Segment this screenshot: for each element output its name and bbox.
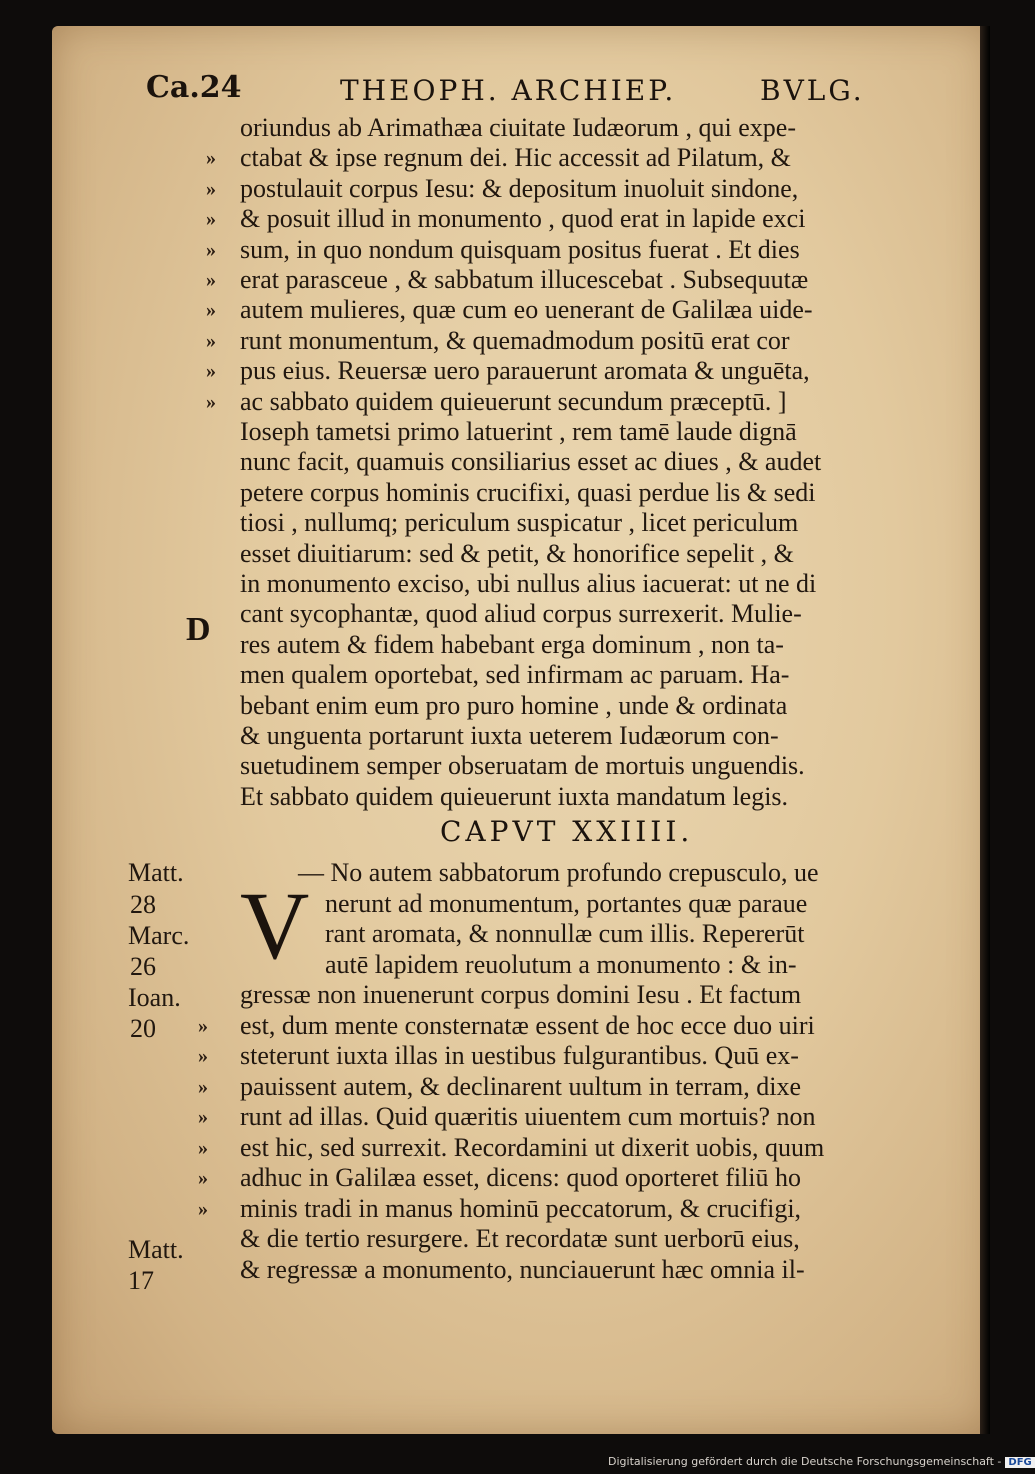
marginal-ref: Matt. — [128, 858, 184, 887]
chapter-line: minis tradi in manus hominū peccatorum, & crucifigi, — [240, 1193, 802, 1223]
quote-mark: » — [206, 238, 216, 261]
chapter-line: gressæ non inuenerunt corpus domini Iesu . Et factum — [240, 980, 802, 1009]
credit-text: Digitalisierung gefördert durch die Deutsche Forschungsgemeinschaft - — [608, 1455, 1002, 1468]
text-line: sum, in quo nondum quisquam positus fuerat . Et dies — [240, 234, 800, 264]
chapter-line: pauissent autem, & declinarent uultum in terram, dixe — [240, 1071, 802, 1101]
quote-mark: » — [198, 1167, 208, 1189]
chapter-line: steterunt iuxta illas in uestibus fulgurantibus. Quū ex- — [240, 1041, 799, 1070]
text-line: in monumento exciso, ubi nullus alius iacuerat: ut ne di — [240, 569, 817, 598]
text-line: cant sycophantæ, quod aliud corpus surrexerit. Mulie- — [240, 599, 802, 629]
text-line: ctabat & ipse regnum dei. Hic accessit ad Pilatum, & — [240, 143, 791, 173]
quote-mark: » — [206, 147, 216, 170]
quote-mark: » — [206, 269, 216, 291]
chapter-line: runt ad illas. Quid quæritis uiuentem cum mortuis? non — [240, 1102, 816, 1131]
quote-mark: » — [198, 1014, 208, 1037]
chapter-line: est, dum mente consternatæ essent de hoc ecce duo uiri — [240, 1010, 815, 1040]
quote-mark: » — [198, 1136, 208, 1159]
running-header — [140, 70, 940, 110]
text-line: Et sabbato quidem quieuerunt iuxta mandatum legis. — [240, 781, 789, 811]
text-line: nunc facit, quamuis consiliarius esset ac diues , & audet — [240, 447, 822, 477]
quote-mark: » — [198, 1197, 208, 1220]
text-line: & unguenta portarunt iuxta ueterem Iudæorum con- — [240, 721, 779, 750]
text-line: runt monumentum, & quemadmodum positū erat cor — [240, 325, 790, 355]
text-line: & posuit illud in monumento , quod erat in lapide exci — [240, 204, 806, 234]
text-line: ac sabbato quidem quieuerunt secundum præceptū. ] — [240, 386, 787, 416]
quote-mark: » — [206, 177, 216, 200]
marginal-ref: 28 — [130, 890, 156, 919]
text-line: men qualem oportebat, sed infirmam ac paruam. Ha- — [240, 660, 790, 690]
running-title-right: BVLG. — [760, 74, 865, 107]
drop-capital: V — [240, 872, 310, 979]
text-line: oriundus ab Arimathæa ciuitate Iudæorum , qui expe- — [240, 113, 796, 142]
dfg-logo: DFG — [1005, 1457, 1034, 1468]
text-line: Ioseph tametsi primo latuerint , rem tamē laude dignā — [240, 417, 797, 446]
text-line: suetudinem semper obseruatam de mortuis unguendis. — [240, 751, 805, 781]
digitization-credit — [608, 1455, 1035, 1468]
marginal-ref: 20 — [130, 1014, 156, 1043]
chapter-reference: Ca.24 — [146, 70, 242, 105]
text-line: res autem & fidem habebant erga dominum , non ta- — [240, 629, 784, 659]
chapter-line: adhuc in Galilæa esset, dicens: quod oporteret filiū ho — [240, 1163, 802, 1192]
quote-mark: » — [198, 1075, 208, 1098]
text-line: esset diuitiarum: sed & petit, & honorifice sepelit , & — [240, 538, 794, 568]
marginal-ref: Matt. — [128, 1235, 184, 1264]
chapter-line: rant aromata, & nonnullæ cum illis. Repererūt — [325, 919, 805, 948]
quote-mark: » — [206, 390, 216, 413]
text-line: pus eius. Reuersæ uero parauerunt aromata & unguēta, — [240, 356, 810, 386]
text-line: autem mulieres, quæ cum eo uenerant de Galilæa uide- — [240, 295, 813, 325]
marginal-ref: Ioan. — [128, 983, 181, 1012]
chapter-line: & regressæ a monumento, nunciauerunt hæc omnia il- — [240, 1254, 805, 1284]
quote-mark: » — [206, 208, 216, 231]
page-edge — [980, 26, 990, 1434]
chapter-line: autē lapidem reuolutum a monumento : & in- — [325, 949, 797, 979]
quote-mark: » — [206, 299, 216, 322]
quote-mark: » — [198, 1045, 208, 1067]
text-line: petere corpus hominis crucifixi, quasi perdue lis & sedi — [240, 477, 816, 507]
chapter-heading: CAPVT XXIIII. — [440, 815, 694, 848]
text-line: postulauit corpus Iesu: & depositum inuoluit sindone, — [240, 173, 799, 203]
marginal-ref: Marc. — [128, 921, 190, 950]
text-line: bebant enim eum pro puro homine , unde & ordinata — [240, 690, 788, 720]
running-title: THEOPH. ARCHIEP. — [340, 74, 677, 107]
text-line: tiosi , nullumq; periculum suspicatur , licet periculum — [240, 508, 799, 538]
quote-mark: » — [198, 1106, 208, 1128]
marginal-ref: 17 — [128, 1266, 154, 1295]
marginal-ref: 26 — [130, 952, 156, 981]
chapter-line: & die tertio resurgere. Et recordatæ sunt uerborū eius, — [240, 1224, 800, 1253]
chapter-line: nerunt ad monumentum, portantes quæ paraue — [325, 888, 808, 918]
section-letter: D — [186, 611, 211, 648]
text-line: erat parasceue , & sabbatum illucescebat . Subsequutæ — [240, 265, 809, 294]
quote-mark: » — [206, 360, 216, 383]
chapter-line: — No autem sabbatorum profundo crepusculo, ue — [298, 858, 819, 887]
chapter-line: est hic, sed surrexit. Recordamini ut dixerit uobis, quum — [240, 1132, 825, 1162]
quote-mark: » — [206, 329, 216, 352]
